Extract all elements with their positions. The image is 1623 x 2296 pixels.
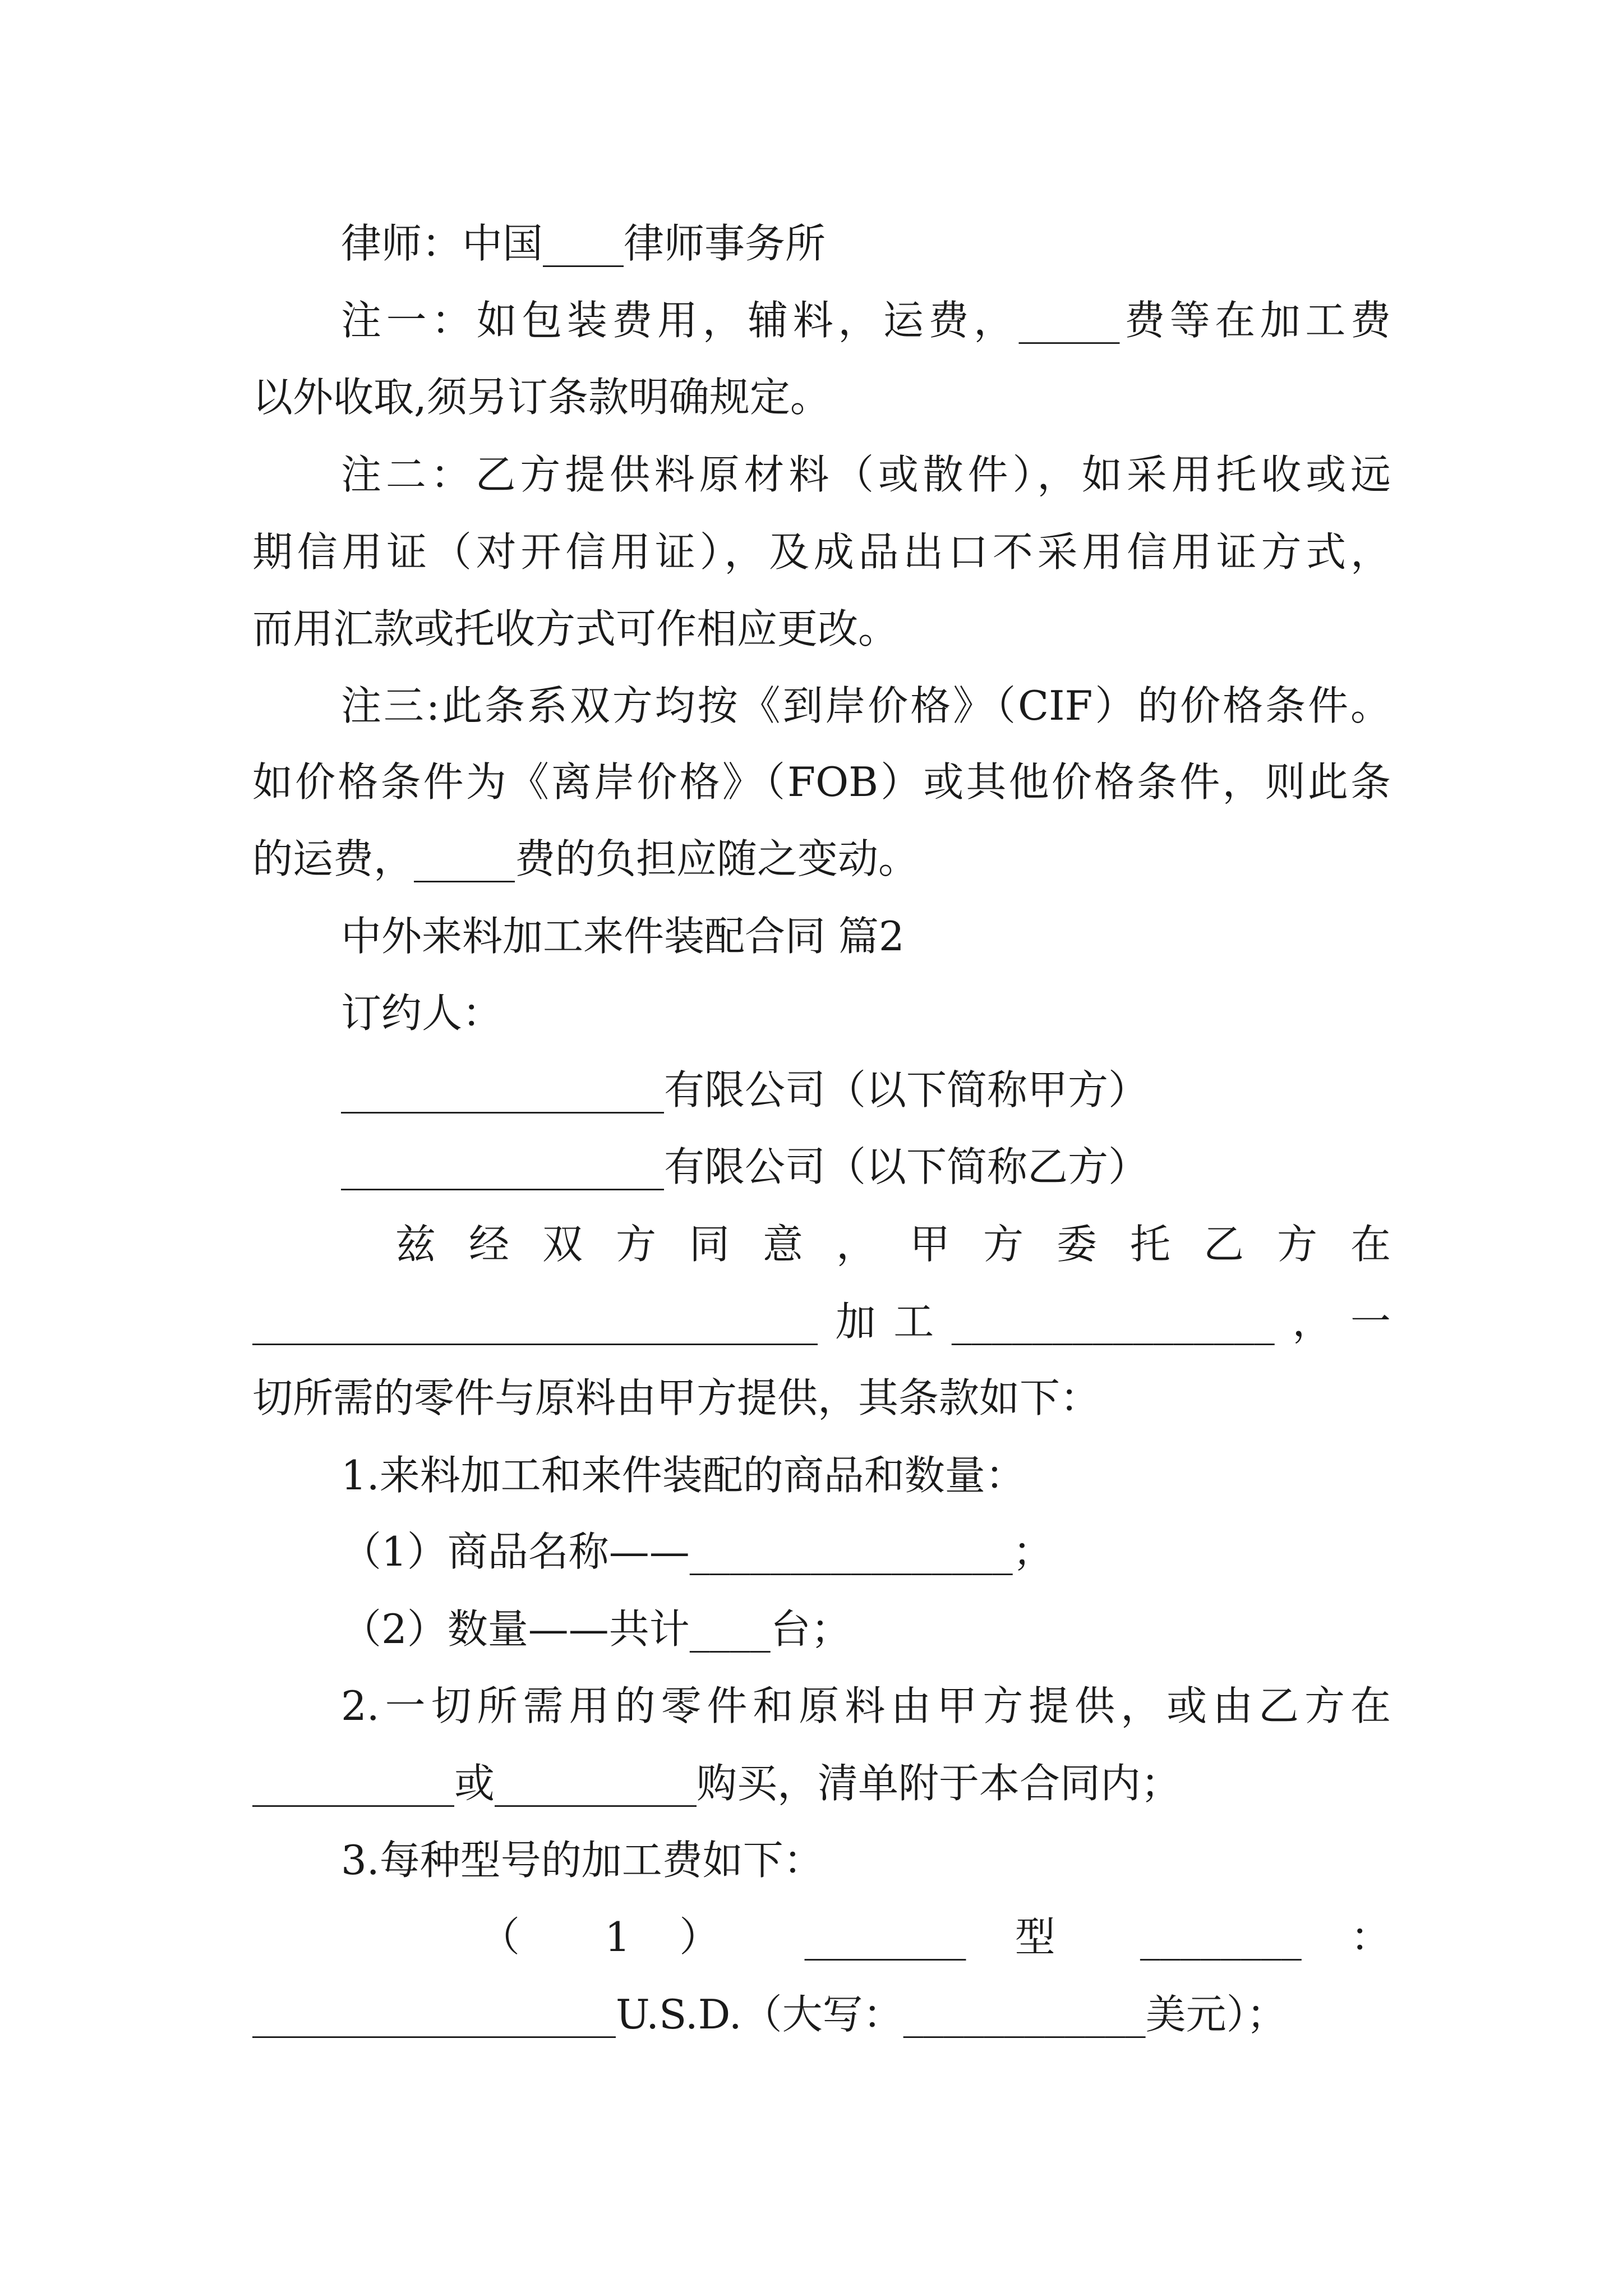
note-2-line-3: 而用汇款或托收方式可作相应更改。	[252, 605, 899, 652]
clause-2-line-2: __________或__________购买，清单附于本合同内；	[252, 1760, 1182, 1807]
clause-1-heading: 1.来料加工和来件装配的商品和数量：	[341, 1452, 1026, 1499]
party-a-line: ________________有限公司（以下简称甲方）	[341, 1066, 1149, 1114]
parties-label: 订约人：	[341, 990, 503, 1037]
note-3-line-2: 如价格条件为《离岸价格》（FOB）或其他价格条件，则此条	[252, 758, 1391, 806]
section-title: 中外来料加工来件装配合同 篇2	[341, 913, 905, 960]
clause-3-item-1-line-1: （ 1 ） ________ 型 ________ ：	[479, 1913, 1391, 1961]
note-1-line-2: 以外收取,须另订条款明确规定。	[252, 374, 831, 421]
party-b-line: ________________有限公司（以下简称乙方）	[341, 1143, 1149, 1190]
note-2-line-1: 注二：乙方提供料原材料（或散件），如采用托收或远	[341, 451, 1391, 498]
clause-2-line-1: 2.一切所需用的零件和原料由甲方提供，或由乙方在	[341, 1682, 1391, 1729]
agreement-line-3: 切所需的零件与原料由甲方提供，其条款如下：	[252, 1374, 1101, 1421]
note-2-line-2: 期信用证（对开信用证），及成品出口不采用信用证方式，	[252, 528, 1391, 576]
clause-3-heading: 3.每种型号的加工费如下：	[341, 1837, 824, 1884]
note-1-line-1: 注一：如包装费用，辅料，运费，_____费等在加工费	[341, 297, 1391, 344]
lawyer-line: 律师：中国____律师事务所	[341, 220, 826, 267]
agreement-line-2: ____________________________加工________________，一	[252, 1298, 1391, 1345]
note-3-line-3: 的运费，_____费的负担应随之变动。	[252, 835, 919, 882]
note-3-line-1: 注三:此条系双方均按《到岸价格》（CIF）的价格条件。	[341, 682, 1391, 729]
clause-1-item-1: （1）商品名称——________________；	[341, 1528, 1053, 1575]
clause-1-item-2: （2）数量——共计____台；	[341, 1605, 851, 1653]
clause-3-item-1-line-2: __________________U.S.D.（大写：____________美元）；	[252, 1991, 1287, 2038]
agreement-line-1: 兹 经 双 方 同 意 ， 甲 方 委 托 乙 方 在	[395, 1221, 1391, 1268]
